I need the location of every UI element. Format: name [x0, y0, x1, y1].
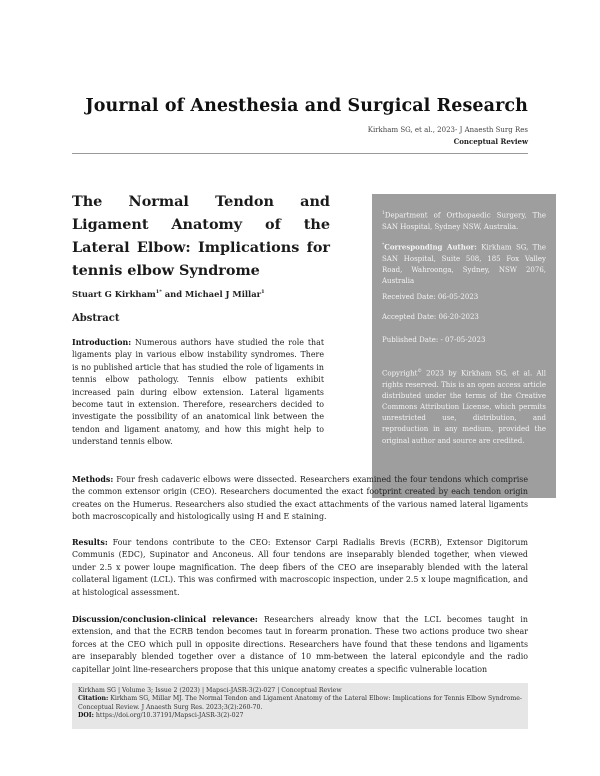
abstract-heading: Abstract: [72, 313, 120, 324]
footer-citation: [78, 695, 522, 712]
corresponding-label: Corresponding Author:: [384, 242, 477, 252]
page-footer: [72, 683, 528, 729]
header-citation: Kirkham SG, et al., 2023- J Anaesth Surg Res: [367, 126, 528, 134]
footer-volume-line: Kirkham SG | Volume 3; Issue 2 (2023) | Mapsci-JASR-3(2)-027 | Conceptual Review: [78, 687, 342, 694]
journal-title: Journal of Anesthesia and Surgical Research: [85, 96, 528, 116]
received-date: Received Date: 06-05-2023: [382, 293, 479, 301]
published-date: Published Date: - 07-05-2023: [382, 336, 486, 344]
doi-link[interactable]: https://doi.org/10.37191/Mapsci-JASR-3(2)-027: [93, 711, 244, 719]
copyright-symbol: ©: [417, 369, 422, 374]
affiliation-mark: 1: [382, 211, 385, 216]
section-text: Researchers already know that the LCL becomes taught in extension, and that the ECRB tendon becomes taut in forearm pronation. These two actions produce two shear forces at the CEO which pull in opposite directions. Researchers have found that these tendons and ligaments are inseparably blended together over a distance of 10 mm-between the lateral epicondyle and the radio capitellar joint line-researchers propose that this unique anatomy creates a specific vulnerable location: [72, 615, 528, 674]
footer-doi: [78, 712, 522, 720]
citation-text: Kirkham SG, Millar MJ. The Normal Tendon and Ligament Anatomy of the Lateral Elbow: Implications for Tennis Elbow Syndrome-Conceptual Review. J Anaesth Surg Res. 2023;3(2):260-70.: [78, 695, 522, 711]
abstract-discussion: [72, 614, 528, 676]
author-affiliation-mark: 1*: [155, 289, 162, 296]
section-text: Four tendons contribute to the CEO: Extensor Carpi Radialis Brevis (ECRB), Extensor Digitorum Communis (EDC), Supinator and Anconeus. All four tendons are inseparably blended together, when viewed under 2.5 x power loupe magnification. The deep fibers of the CEO are inseparably blended with the lateral collateral ligament (LCL). This was confirmed with macroscopic inspection, under 2.5 x loupe magnification, and at histological assessment.: [72, 538, 528, 597]
author-list: [72, 289, 265, 299]
copyright-notice: [382, 366, 546, 447]
section-label: Results:: [72, 538, 108, 547]
copyright-text: 2023 by Kirkham SG, et al. All rights reserved. This is an open access article distributed under the terms of the Creative Commons Attribution License, which permits unrestricted use, distribution, and reproduction in any medium, provided the original author and source are credited.: [382, 369, 546, 445]
affiliation-text: Department of Orthopaedic Surgery, The SAN Hospital, Sydney NSW, Australia.: [382, 211, 546, 231]
section-text: Numerous authors have studied the role that ligaments play in various elbow instability syndromes. There is no published article that has studied the role of ligaments in tennis elbow pathology. Tennis elbow patients exhibit increased pain during elbow extension. Lateral ligaments become taut in extension. Therefore, researchers decided to investigate the possibility of an anatomical link between the tendon and ligament anatomy, and how this might help to understand tennis elbow.: [72, 338, 324, 447]
header-divider: [72, 153, 528, 154]
author-name: Michael J Millar: [185, 289, 262, 299]
article-title: The Normal Tendon and Ligament Anatomy of the Lateral Elbow: Implications for tennis elbow Syndrome: [72, 193, 330, 279]
section-label: Methods:: [72, 475, 114, 484]
section-text: Four fresh cadaveric elbows were dissected. Researchers examined the four tendons which comprise the common extensor origin (CEO). Researchers documented the exact footprint created by each tendon origin creates on the Humerus. Researchers also studied the exact attachments of the various named lateral ligaments both macroscopically and histologically using H and E staining.: [72, 475, 528, 522]
abstract-methods: [72, 474, 528, 524]
article-info-box: [372, 194, 556, 498]
doi-label: DOI:: [78, 711, 94, 719]
section-label: Discussion/conclusion-clinical relevance:: [72, 615, 258, 624]
corresponding-text: Kirkham SG, The SAN Hospital, Suite 508, 185 Fox Valley Road, Wahroonga, Sydney, NSW 2076, Australia: [382, 243, 546, 285]
corresponding-author: [382, 240, 546, 287]
author-name: Stuart G Kirkham: [72, 289, 156, 299]
citation-label: Citation:: [78, 695, 109, 703]
affiliation: [382, 208, 546, 233]
abstract-results: [72, 537, 528, 599]
article-type: Conceptual Review: [453, 137, 528, 146]
author-separator: and: [161, 289, 186, 299]
corresponding-mark: *: [382, 243, 385, 248]
abstract-introduction: [72, 337, 324, 449]
section-label: Introduction:: [72, 338, 132, 347]
accepted-date: Accepted Date: 06-20-2023: [382, 313, 479, 321]
author-affiliation-mark: 1: [261, 289, 265, 296]
copyright-lead: Copyright: [382, 369, 418, 378]
